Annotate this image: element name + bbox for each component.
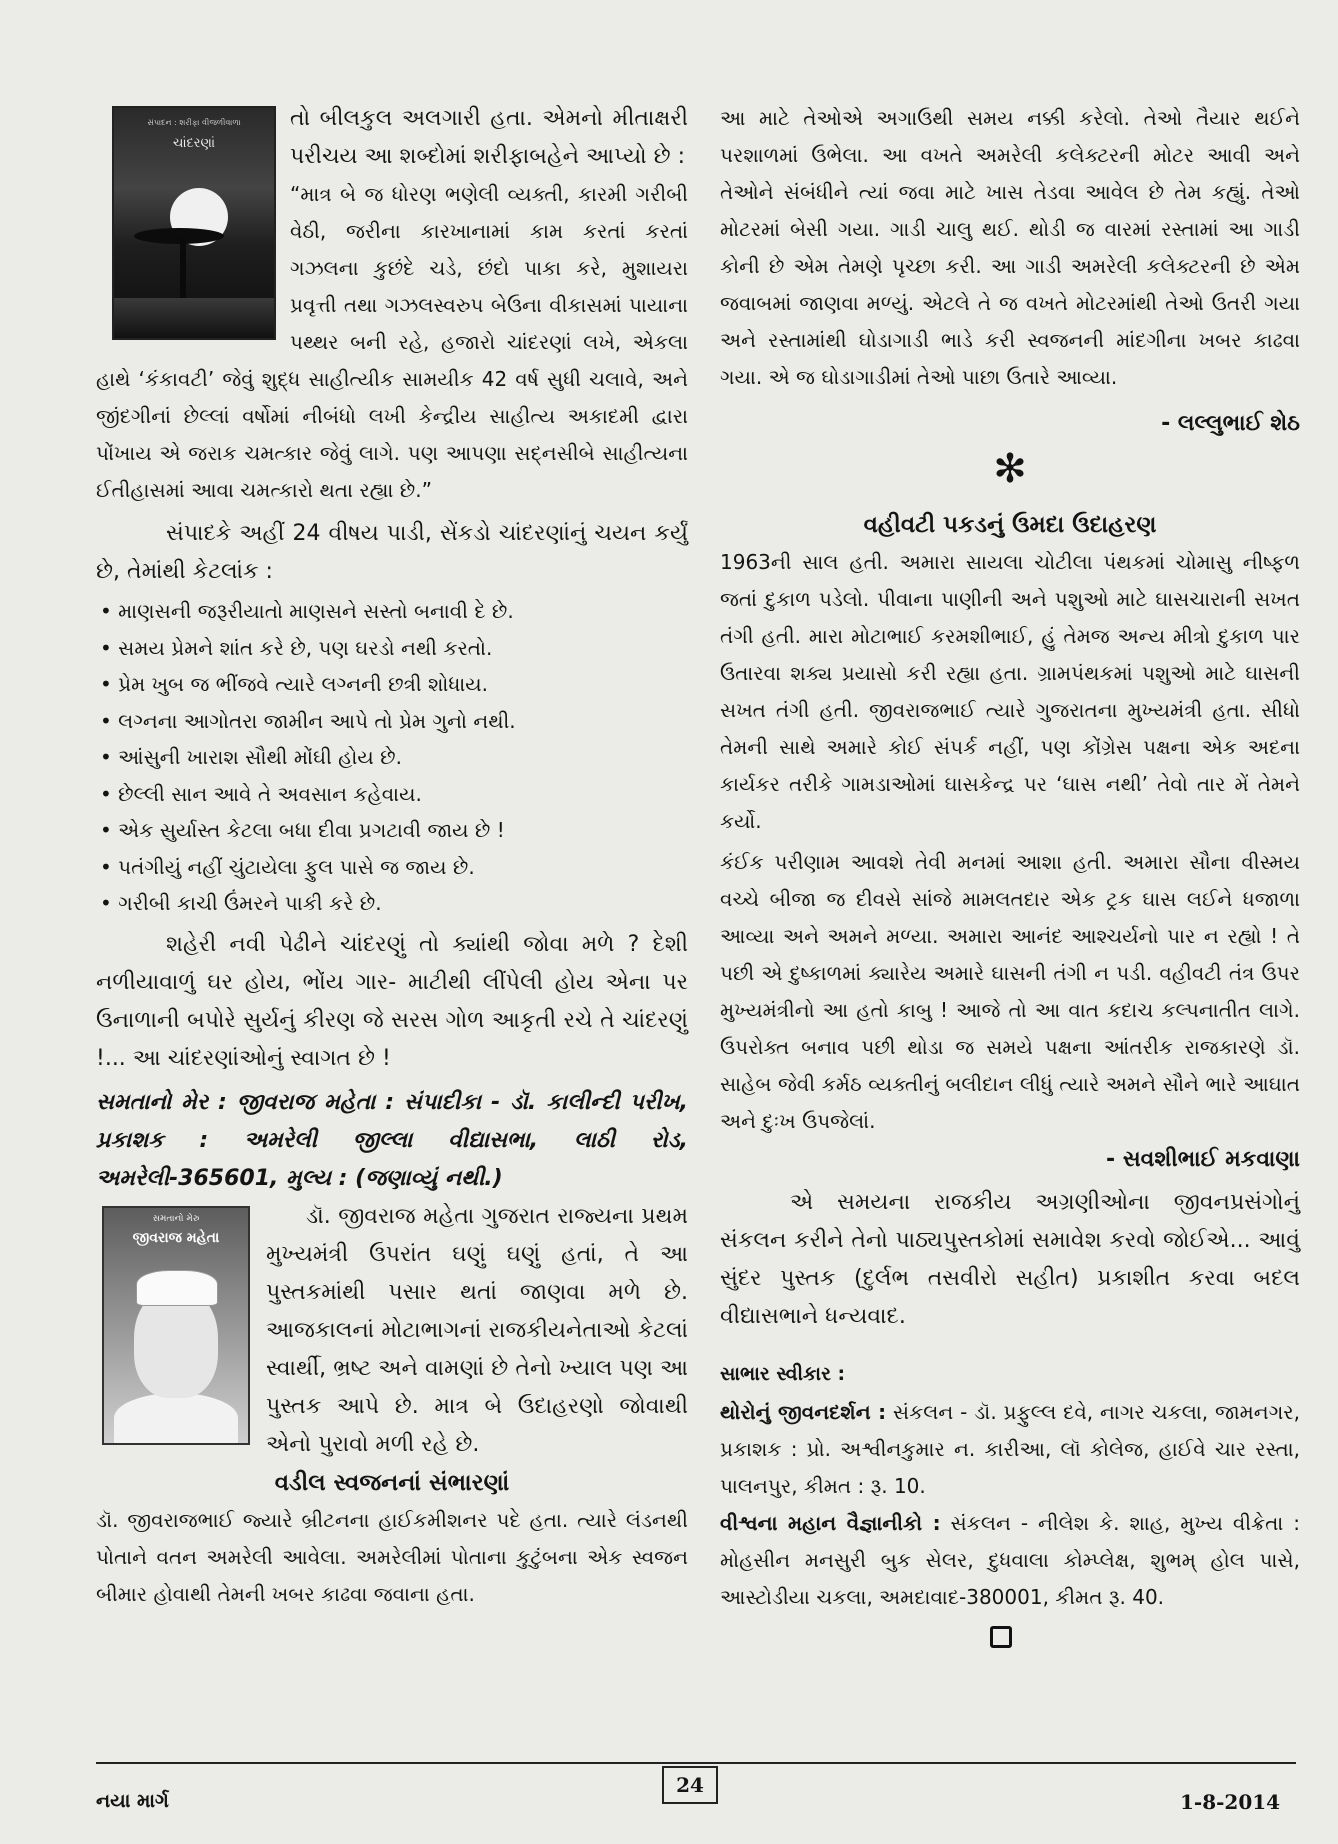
- story-continuation: આ માટે તેઓએ અગાઉથી સમય નક્કી કરેલો. તેઓ તૈયાર થઈને પરશાળમાં ઉભેલા. આ વખતે અમરેલી કલેક્ટરની મોટર આવી અને તેઓને સંબંધીને ત્યાં જવા માટે ખાસ તેડવા આવેલ છે તેમ કહ્યું. તેઓ મોટરમાં બેસી ગયા. ગાડી ચાલુ થઈ. થોડી જ વારમાં રસ્તામાં આ ગાડી કોની છે એમ તેમણે પૃચ્છા કરી. આ ગાડી અમરેલી કલેક્ટરની છે એમ જવાબમાં જાણવા મળ્યું. એટલે તે જ વખતે મોટરમાંથી તેઓ ઉતરી ગયા અને રસ્તામાંથી ઘોડાગાડી ભાડે કરી સ્વજનની માંદગીના ખબર કાઢવા ગયા. એ જ ઘોડાગાડીમાં તેઓ પાછા ઉતારે આવ્યા.: [720, 106, 1300, 389]
- acknowledgement-item: [720, 1394, 1300, 1505]
- ack-title: વીશ્વના મહાન વૈજ્ઞાનીકો :: [720, 1511, 941, 1535]
- list-item: • પ્રેમ ખુબ જ ભીંજવે ત્યારે લગ્નની છત્રી શોધાય.: [96, 666, 688, 703]
- list-item: • આંસુની ખારાશ સૌથી મોંઘી હોય છે.: [96, 739, 688, 776]
- tree-canopy-image: [134, 228, 224, 244]
- list-item: • છેલ્લી સાન આવે તે અવસાન કહેવાય.: [96, 776, 688, 813]
- ack-body: સંકલન - ડૉ. પ્રફુલ્લ દવે, નાગર ચકલા, જામનગર, પ્રકાશક : પ્રો. અશ્વીનકુમાર ન. કારીઆ, લૉ કોલેજ, હાઈવે ચાર રસ્તા, પાલનપુર, કીમત : રૂ. 10.: [720, 1400, 1300, 1498]
- cover-title: જીવરાજ મહેતા: [132, 1229, 220, 1246]
- left-column: [96, 100, 688, 1613]
- cover-title: ચાંદરણાં: [172, 136, 216, 151]
- acknowledgement-heading: સાભાર સ્વીકાર :: [720, 1363, 846, 1385]
- review-body-paragraph: ડૉ. જીવરાજ મહેતા ગુજરાત રાજ્યના પ્રથમ મુખ્યમંત્રી ઉપરાંત ઘણું ઘણું હતાં, તે આ પુસ્તકમાંથી પસાર થતાં જાણવા મળે છે. આજકાલનાં મોટાભાગનાં રાજકીયનેતાઓ કેટલાં સ્વાર્થી, ભ્રષ્ટ અને વામણાં છે તેનો ખ્યાલ પણ આ પુસ્તક આપે છે. માત્ર બે ઉદાહરણો જોવાથી એનો પુરાવો મળી રહે છે.: [266, 1203, 688, 1457]
- quote-paragraph: “માત્ર બે જ ધોરણ ભણેલી વ્યક્તી, કારમી ગરીબી વેઠી, જરીના કારખાનામાં કામ કરતાં કરતાં ગઝલના કુછંદે ચડે, છંદો પાકા કરે, મુશાયરા પ્રવૃત્તી તથા ગઝલસ્વરુપ બેઉના વીકાસમાં પાયાના પથ્થર બની રહે, હજારો ચાંદરણાં લખે, એકલા હાથે ‘કંકાવટી’ જેવું શુદ્ધ સાહીત્યીક સામયીક 42 વર્ષ સુધી ચલાવે, અને જીંદગીનાં છેલ્લાં વર્ષોમાં નીબંધો લખી કેન્દ્રીય સાહીત્ય અકાદમી દ્વારા પોંખાય એ જરાક ચમત્કાર જેવું લાગે. પણ આપણા સદ્‌નસીબે સાહીત્યના ઈતીહાસમાં આવા ચમત્કારો થતા રહ્યા છે.”: [96, 182, 688, 502]
- magazine-name: નયા માર્ગ: [96, 1790, 169, 1812]
- book-review-citation: સમતાનો મેર : જીવરાજ મહેતા : સંપાદીકા - ડૉ. કાલીન્દી પરીખ, પ્રકાશક : અમરેલી જીલ્લા વીદ્યાસભા, લાઠી રોડ, અમરેલી-365601, મુલ્ય : (જણાવ્યું નથી.): [96, 1089, 688, 1191]
- quote-bullet-list: [96, 593, 688, 922]
- page-number: 24: [662, 1766, 718, 1804]
- author-signature: - સવશીભાઈ મકવાણા: [1106, 1147, 1300, 1172]
- book-cover-chandarna: [112, 106, 276, 340]
- cover-series-text: સમતાનો મેરુ: [152, 1213, 200, 1224]
- list-item: • ગરીબી કાચી ઉંમરને પાકી કરે છે.: [96, 885, 688, 922]
- closing-paragraph: એ સમયના રાજકીય અગ્રણીઓના જીવનપ્રસંગોનું સંકલન કરીને તેનો પાઠ્યપુસ્તકોમાં સમાવેશ કરવો જોઈએ... આવું સુંદર પુસ્તક (દુર્લભ તસવીરો સહીત) પ્રકાશીત કરવા બદલ વીદ્યાસભાને ધન્યવાદ.: [720, 1190, 1300, 1329]
- list-item: • સમય પ્રેમને શાંત કરે છે, પણ ઘરડો નથી કરતો.: [96, 630, 688, 667]
- portrait-body-image: [114, 1393, 238, 1443]
- section-heading: વહીવટી પકડનું ઉમદા ઉદાહરણ: [863, 512, 1157, 538]
- list-item: • માણસની જરૂરીયાતો માણસને સસ્તો બનાવી દે છે.: [96, 593, 688, 630]
- ack-title: થોરોનું જીવનદર્શન :: [720, 1400, 887, 1424]
- urban-paragraph: શહેરી નવી પેઢીને ચાંદરણું તો ક્યાંથી જોવા મળે ? દેશી નળીયાવાળું ઘર હોય, ભોંય ગાર- માટીથી લીંપેલી હોય એના પર ઉનાળાની બપોરે સુર્યનું કીરણ જે સરસ ગોળ આકૃતી રચે તે ચાંદરણું !... આ ચાંદરણાંઓનું સ્વાગત છે !: [96, 931, 688, 1071]
- acknowledgement-item: [720, 1505, 1300, 1616]
- portrait-cap-image: [136, 1270, 218, 1306]
- cover-editor-text: સંપાદન : શરીફા વીજળીવાળા: [147, 118, 241, 127]
- list-item: • પતંગીયું નહીં ચુંટાયેલા ફુલ પાસે જ જાય છે.: [96, 849, 688, 886]
- story2-paragraph-2: કંઈક પરીણામ આવશે તેવી મનમાં આશા હતી. અમારા સૌના વીસ્મય વચ્ચે બીજા જ દીવસે સાંજે મામલતદાર એક ટ્રક ઘાસ લઈને ધજાળા આવ્યા અને અમને મળ્યા. અમારા આનંદ આશ્ચર્યનો પાર ન રહ્યો ! તે પછી એ દુષ્કાળમાં ક્યારેય અમારે ઘાસની તંગી ન પડી. વહીવટી તંત્ર ઉપર મુખ્યમંત્રીનો આ હતો કાબુ ! આજે તો આ વાત કદાચ કલ્પનાતીત લાગે. ઉપરોક્ત બનાવ પછી થોડા જ સમયે પક્ષના આંતરીક રાજકારણે ડૉ. સાહેબ જેવી કર્મઠ વ્યક્તીનું બલીદાન લીધું ત્યારે અમને સૌને ભારે આઘાત અને દુઃખ ઉપજેલાં.: [720, 850, 1300, 1133]
- selection-intro: સંપાદકે અહીં 24 વીષય પાડી, સેંકડો ચાંદરણાંનું ચયન કર્યું છે, તેમાંથી કેટલાંક :: [96, 521, 688, 584]
- intro-paragraph: તો બીલકુલ અલગારી હતા. એમનો મીતાક્ષરી પરીચય આ શબ્દોમાં શરીફાબહેને આપ્યો છે :: [290, 106, 688, 169]
- story2-paragraph-1: 1963ની સાલ હતી. અમારા સાયલા ચોટીલા પંથકમાં ચોમાસુ નીષ્ફળ જતાં દુકાળ પડેલો. પીવાના પાણીની અને પશુઓ માટે ઘાસચારાની સખત તંગી હતી. મારા મોટાભાઈ કરમશીભાઈ, હું તેમજ અન્ય મીત્રો દુકાળ પાર ઉતારવા શક્ય પ્રયાસો કરી રહ્યા હતા. ગ્રામપંથકમાં પશુઓ માટે ઘાસની સખત તંગી હતી. જીવરાજભાઈ ત્યારે ગુજરાતના મુખ્યમંત્રી હતા. સીધો તેમની સાથે અમારે કોઈ સંપર્ક નહીં, પણ કોંગ્રેસ પક્ષના એક અદના કાર્યકર તરીકે ગામડાઓમાં ઘાસકેન્દ્ર પર ‘ઘાસ નથી’ તેવો તાર મેં તેમને કર્યો.: [720, 550, 1300, 833]
- subheading: વડીલ સ્વજનનાં સંભારણાં: [274, 1469, 510, 1496]
- ground-image: [114, 298, 274, 338]
- footer-divider: [96, 1762, 1296, 1764]
- right-column: [720, 100, 1300, 1648]
- story-paragraph: ડૉ. જીવરાજભાઈ જ્યારે બ્રીટનના હાઈકમીશનર પદે હતા. ત્યારે લંડનથી પોતાને વતન અમરેલી આવેલા. અમરેલીમાં પોતાના કુટુંબના એક સ્વજન બીમાર હોવાથી તેમની ખબર કાઢવા જવાના હતા.: [96, 1507, 688, 1606]
- issue-date: 1-8-2014: [1180, 1790, 1281, 1814]
- tree-trunk-image: [180, 238, 186, 298]
- separator-star-icon: ✻: [993, 446, 1027, 492]
- end-square-icon: [990, 1626, 1012, 1648]
- author-signature: - લલ્લુભાઈ શેઠ: [1161, 411, 1300, 436]
- ack-body: સંકલન - નીલેશ કે. શાહ, મુખ્ય વીક્રેતા : મોહસીન મનસુરી બુક સેલર, દુધવાલા કોમ્પ્લેક્ષ, શુભમ્ હોલ પાસે, આસ્ટોડીયા ચકલા, અમદાવાદ-380001, કીમત રૂ. 40.: [720, 1511, 1300, 1609]
- list-item: • એક સુર્યાસ્ત કેટલા બધા દીવા પ્રગટાવી જાય છે !: [96, 812, 688, 849]
- book-cover-samtano-meru: [102, 1206, 250, 1445]
- list-item: • લગ્નના આગોતરા જામીન આપે તો પ્રેમ ગુનો નથી.: [96, 703, 688, 740]
